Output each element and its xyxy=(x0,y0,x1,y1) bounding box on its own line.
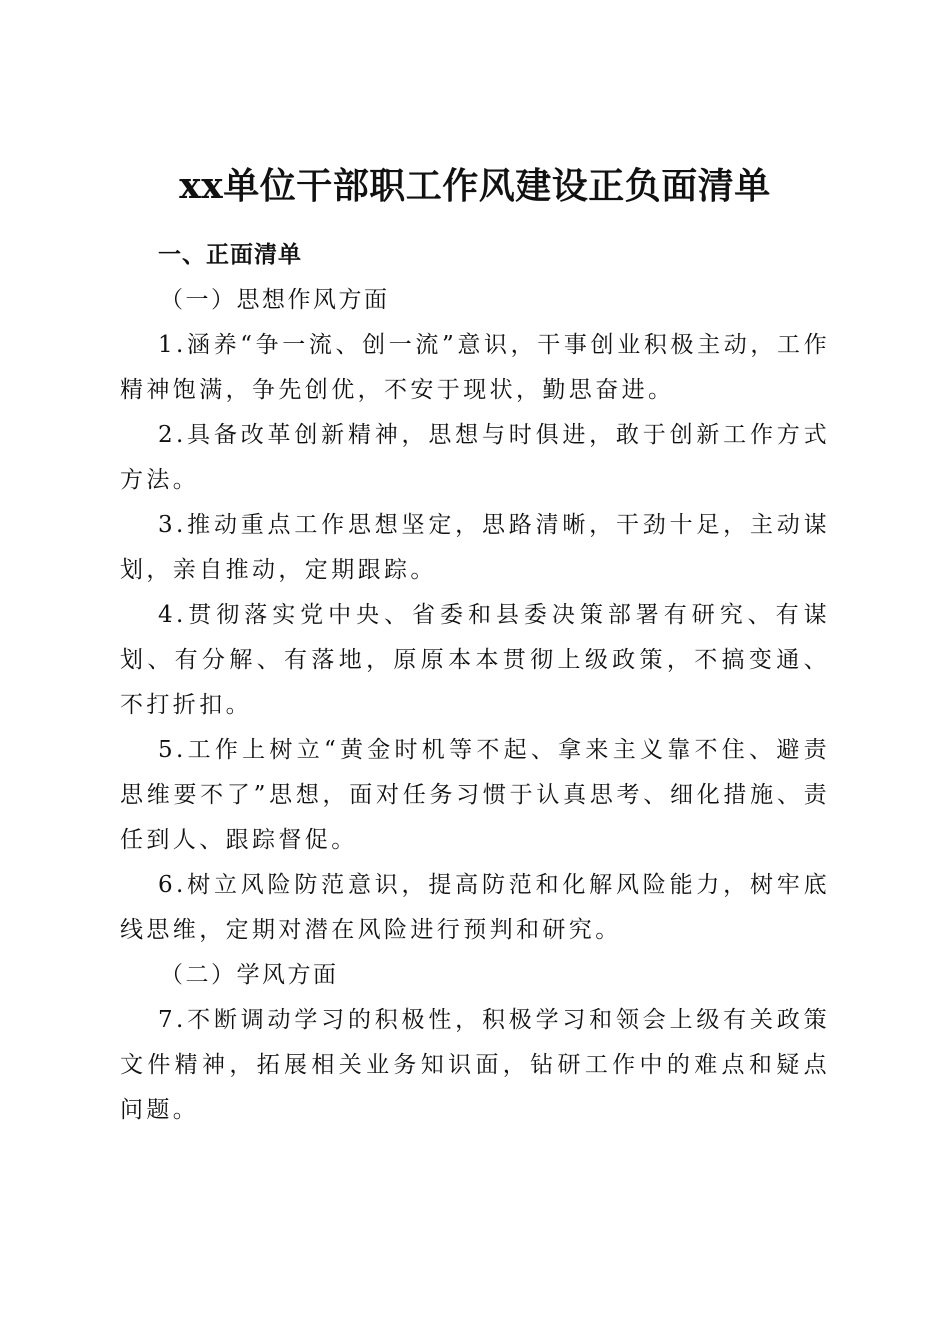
list-item-4: 4.贯彻落实党中央、省委和县委决策部署有研究、有谋划、有分解、有落地，原原本本贯彻上级政策，不搞变通、不打折扣。 xyxy=(120,602,830,718)
section-heading-positive-list: 一、正面清单 xyxy=(158,242,302,268)
subsection-heading-study-style: （二）学风方面 xyxy=(160,962,339,988)
list-item-1: 1.涵养“争一流、创一流”意识，干事创业积极主动，工作精神饱满，争先创优，不安于现状，勤思奋进。 xyxy=(120,332,830,403)
document-body xyxy=(120,233,830,1133)
list-item-7: 7.不断调动学习的积极性，积极学习和领会上级有关政策文件精神，拓展相关业务知识面，钻研工作中的难点和疑点问题。 xyxy=(120,1007,830,1123)
list-item-6: 6.树立风险防范意识，提高防范和化解风险能力，树牢底线思维，定期对潜在风险进行预判和研究。 xyxy=(120,872,830,943)
subsection-heading-ideology: （一）思想作风方面 xyxy=(160,287,390,313)
document-title: xx单位干部职工作风建设正负面清单 xyxy=(179,165,771,208)
list-item-5: 5.工作上树立“黄金时机等不起、拿来主义靠不住、避责思维要不了”思想，面对任务习惯于认真思考、细化措施、责任到人、跟踪督促。 xyxy=(120,737,830,853)
list-item-2: 2.具备改革创新精神，思想与时俱进，敢于创新工作方式方法。 xyxy=(120,422,830,493)
list-item-3: 3.推动重点工作思想坚定，思路清晰，干劲十足，主动谋划，亲自推动，定期跟踪。 xyxy=(120,512,830,583)
